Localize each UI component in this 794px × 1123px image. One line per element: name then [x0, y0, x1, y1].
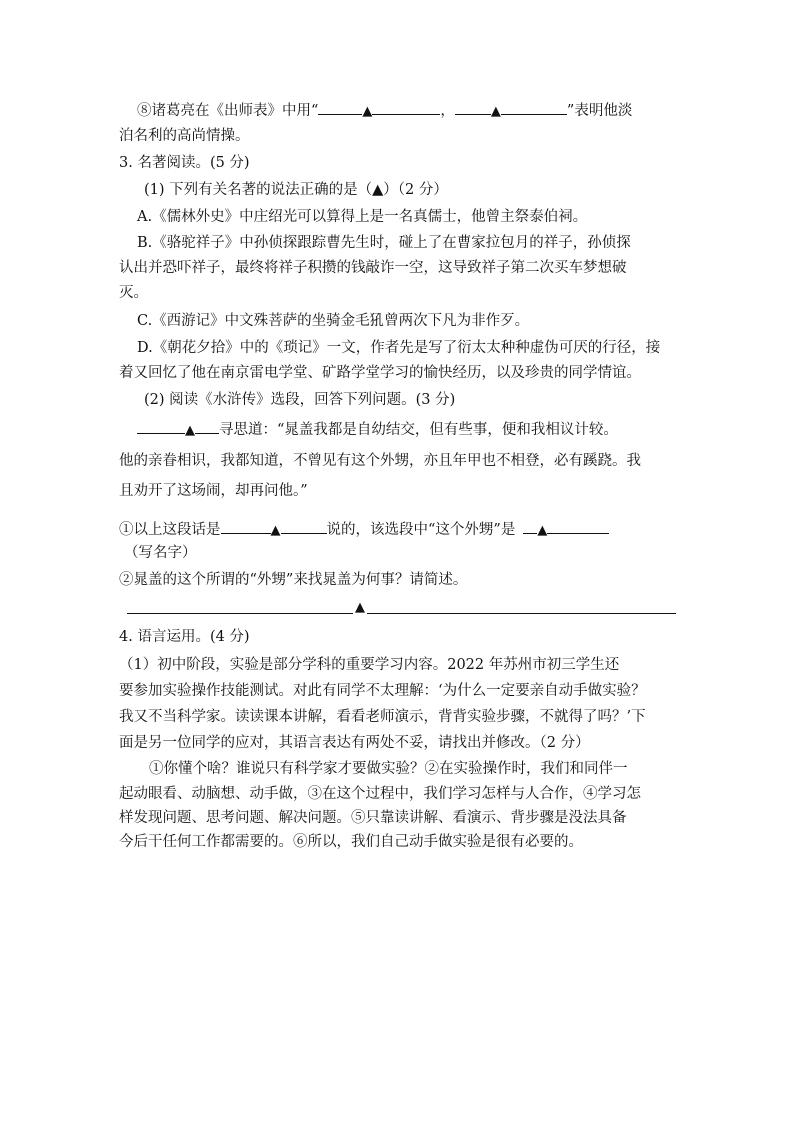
triangle-marker: ▲ [355, 600, 365, 615]
q3-sub1: (1) 下列有关名著的说法正确的是（▲）（2 分） [144, 182, 448, 198]
q4-title: 4. 语言运用。(4 分) [119, 629, 250, 645]
q4-line5: ①你懂个啥？谁说只有科学家才要做实验？②在实验操作时，我们和同伴一 [149, 761, 628, 777]
q3-option-b-line2: 认出并恐吓祥子，最终将祥子积攒的钱敲诈一空，这导致祥子第二次买车梦想破 [119, 260, 627, 276]
comma: ， [440, 103, 455, 119]
q4-line1: （1）初中阶段，实验是部分学科的重要学习内容。2022 年苏州市初三学生还 [119, 657, 620, 673]
answer-blank[interactable] [221, 518, 271, 534]
q3-title: 3. 名著阅读。(5 分) [119, 155, 250, 171]
q3-option-d-line1: D.《朝花夕拾》中的《琐记》一文，作者先是写了衍太太种种虚伪可厌的行径，接 [137, 340, 661, 356]
q3-option-d-line2: 着又回忆了他在南京雷电学堂、矿路学堂学习的愉快经历，以及珍贵的同学情谊。 [119, 365, 641, 381]
q3-question2: ②晁盖的这个所谓的“外甥”来找晁盖为何事？请简述。 [119, 572, 468, 588]
answer-blank[interactable] [547, 518, 609, 534]
answer-blank[interactable] [137, 418, 185, 434]
item8-line1-start: ⑧诸葛亮在《出师表》中用“ [137, 103, 319, 119]
answer-line[interactable] [367, 613, 676, 614]
answer-blank[interactable] [195, 418, 219, 434]
item8-line1 [137, 99, 632, 122]
triangle-marker: ▲ [185, 423, 195, 438]
passage-line2: 他的亲眷相识，我都知道，不曾见有这个外甥，亦且年甲也不相登，必有蹊跷。我 [119, 453, 641, 469]
passage-line1-text: 寻思道：“晁盖我都是自幼结交，但有些事，便和我相议计较。 [219, 422, 618, 438]
q4-line8: 今后干任何工作都需要的。⑥所以，我们自己动手做实验是很有必要的。 [119, 834, 583, 850]
q3-question1-note: （写名字） [124, 545, 197, 561]
triangle-marker: ▲ [362, 104, 373, 119]
answer-blank[interactable] [455, 99, 491, 115]
triangle-marker: ▲ [537, 523, 548, 538]
item8-line2: 泊名利的高尚情操。 [119, 128, 250, 144]
q4-line7: 样发现问题、思考问题、解决问题。⑤只靠读讲解、看演示、背步骤是没法具备 [119, 810, 627, 826]
answer-blank[interactable] [523, 518, 537, 534]
triangle-marker: ▲ [490, 104, 501, 119]
item8-line1-end: ”表明他淡 [566, 103, 633, 119]
answer-blank[interactable] [318, 99, 362, 115]
q3-option-b-line3: 灭。 [119, 285, 148, 301]
q4-line6: 起动眼看、动脑想、动手做，③在这个过程中，我们学习怎样与人合作，④学习怎 [119, 786, 641, 802]
answer-line[interactable] [127, 613, 353, 614]
passage-line1 [137, 418, 618, 441]
q4-line2: 要参加实验操作技能测试。对此有同学不太理解：‘为什么一定要亲自动手做实验？ [119, 683, 646, 699]
q3-sub2: (2) 阅读《水浒传》选段，回答下列问题。(3 分) [144, 392, 456, 408]
q4-line4: 面是另一位同学的应对，其语言表达有两处不妥，请找出并修改。（2 分） [119, 735, 590, 751]
q4-line3: 我又不当科学家。读读课本讲解，看看老师演示，背背实验步骤，不就得了吗？’下 [119, 709, 646, 725]
q3-question1-mid: 说的，该选段中“这个外甥”是 [326, 522, 516, 538]
answer-blank[interactable] [281, 518, 327, 534]
q3-option-a: A.《儒林外史》中庄绍光可以算得上是一名真儒士，他曾主祭泰伯祠。 [137, 209, 588, 225]
q3-option-b-line1: B.《骆驼祥子》中孙侦探跟踪曹先生时，碰上了在曹家拉包月的祥子，孙侦探 [137, 235, 631, 251]
answer-blank[interactable] [501, 99, 567, 115]
passage-line3: 且劝开了这场闹，却再问他。” [119, 483, 308, 499]
triangle-marker: ▲ [270, 523, 281, 538]
q3-question1 [119, 518, 609, 541]
q3-question1-start: ①以上这段话是 [119, 522, 221, 538]
answer-blank[interactable] [372, 99, 440, 115]
q3-option-c: C.《西游记》中文殊菩萨的坐骑金毛犼曾两次下凡为非作歹。 [137, 313, 530, 329]
